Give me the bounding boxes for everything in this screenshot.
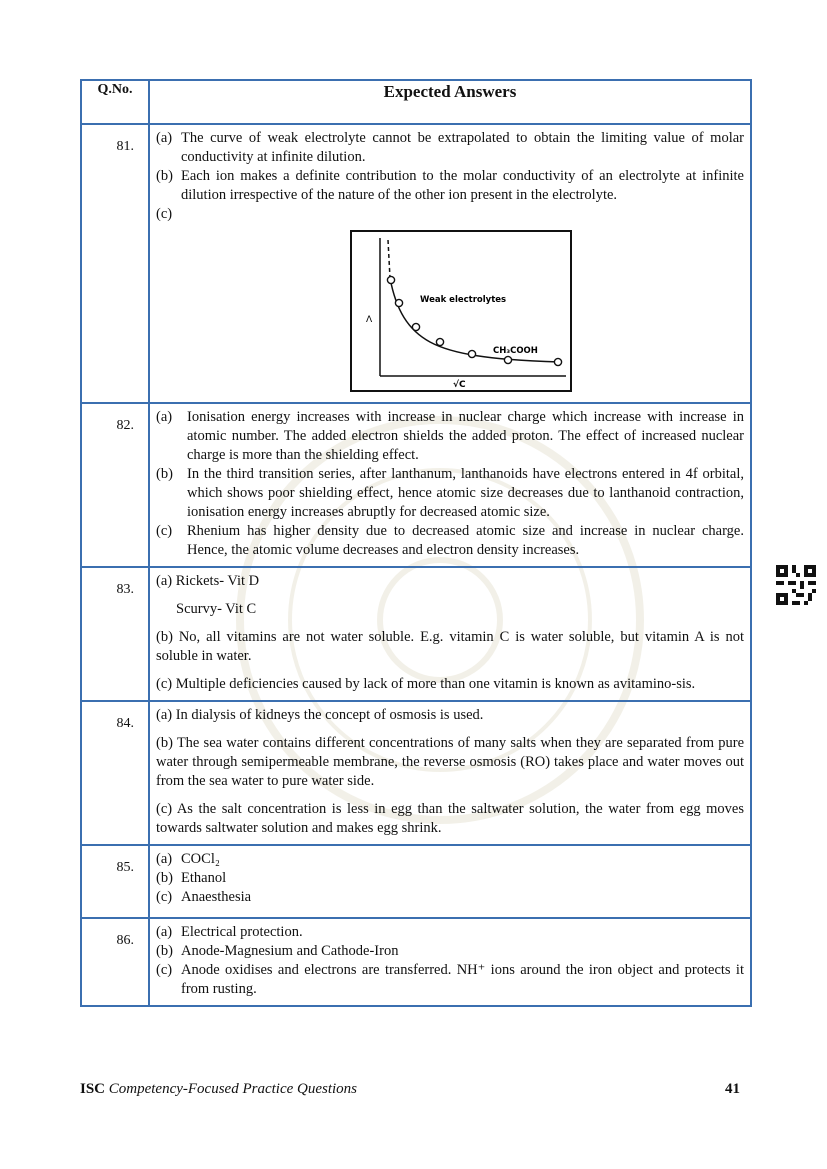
answer-part-b: (b) In the third transition series, after lanthanum, lanthanoids have electrons entered in 4f orbital, which shows poor shielding effect, hence atomic size decreases due to lanthanoid contraction, ionisation energy increases abruptly for decreased atomic size.	[156, 466, 744, 520]
answer-part-b: (b) Ethanol	[156, 870, 227, 886]
conductivity-graph	[350, 230, 572, 392]
answer-part-b: (b) The sea water contains different concentrations of many salts when they are separated from pure water through semipermeable membrane, the reverse osmosis (RO) takes place and water moves out from the sea water to pure water side.	[156, 735, 744, 789]
answer-part-c: (c) Multiple deficiencies caused by lack of more than one vitamin is known as avitamino-sis.	[156, 676, 696, 692]
answers-header: Expected Answers	[149, 80, 751, 124]
qno-header: Q.No.	[81, 80, 149, 124]
answer-cell	[149, 124, 751, 403]
data-point	[504, 356, 511, 363]
table-row	[81, 845, 751, 918]
page-footer	[80, 1081, 740, 1098]
answer-part-a: (a) Ionisation energy increases with increase in nuclear charge which increase with increase in atomic number. The added electron shields the added proton. The effect of increased nuclear charge is more than the shielding effect.	[156, 409, 744, 463]
answer-part-c: (c) Anode oxidises and electrons are transferred. NH⁺ ions around the iron object and protects it from rusting.	[156, 962, 744, 997]
y-axis-label: Λ	[366, 315, 373, 325]
ch3cooh-label: CH₃COOH	[493, 346, 538, 356]
question-number: 83.	[81, 567, 149, 701]
answer-part-a: (a) COCl₂	[156, 851, 220, 867]
table-row	[81, 124, 751, 403]
curve-label: Weak electrolytes	[420, 295, 507, 305]
question-number: 85.	[81, 845, 149, 918]
answer-cell	[149, 918, 751, 1006]
answer-cell	[149, 567, 751, 701]
page-number: 41	[725, 1081, 740, 1097]
x-axis-label: √C	[453, 380, 466, 390]
table-header-row	[81, 80, 751, 124]
graph-frame	[351, 231, 571, 391]
table-row	[81, 567, 751, 701]
data-point	[468, 350, 475, 357]
data-point	[395, 299, 402, 306]
answer-part-a: (a) The curve of weak electrolyte cannot be extrapolated to obtain the limiting value of molar conductivity at infinite dilution.	[156, 130, 744, 165]
data-point	[554, 358, 561, 365]
answer-part-a: (a) In dialysis of kidneys the concept of osmosis is used.	[156, 707, 484, 723]
question-number: 81.	[81, 124, 149, 403]
footer-brand: ISC	[80, 1081, 106, 1097]
answer-cell	[149, 845, 751, 918]
table-row	[81, 403, 751, 567]
question-number: 84.	[81, 701, 149, 845]
table-row	[81, 918, 751, 1006]
answer-part-c: (c)	[156, 206, 173, 222]
question-number: 82.	[81, 403, 149, 567]
answer-part-c: (c) Rhenium has higher density due to decreased atomic size and increase in nuclear charge. Hence, the atomic volume decreases and electron density increases.	[156, 523, 744, 558]
answer-part-c: (c) As the salt concentration is less in egg than the saltwater solution, the water from egg moves towards saltwater solution and makes egg shrink.	[156, 801, 744, 836]
table-row	[81, 701, 751, 845]
answers-table	[80, 79, 752, 1007]
data-point	[412, 323, 419, 330]
answer-part-a-second: Scurvy- Vit C	[176, 601, 257, 617]
answer-part-b: (b) Each ion makes a definite contribution to the molar conductivity of an electrolyte at infinite dilution irrespective of the nature of the other ion present in the electrolyte.	[156, 168, 744, 203]
qr-code-icon	[776, 565, 816, 605]
answer-part-a: (a) Electrical protection.	[156, 924, 303, 940]
answer-part-a: (a) Rickets- Vit D	[156, 573, 260, 589]
answer-cell	[149, 403, 751, 567]
answer-cell	[149, 701, 751, 845]
footer-subtitle: Competency-Focused Practice Questions	[108, 1081, 358, 1097]
data-point	[387, 276, 394, 283]
data-point	[436, 338, 443, 345]
question-number: 86.	[81, 918, 149, 1006]
footer-title	[80, 1081, 357, 1098]
answer-part-b: (b) No, all vitamins are not water soluble. E.g. vitamin C is water soluble, but vitamin A is not soluble in water.	[156, 629, 744, 664]
answer-part-c: (c) Anaesthesia	[156, 889, 252, 905]
answer-part-b: (b) Anode-Magnesium and Cathode-Iron	[156, 943, 399, 959]
